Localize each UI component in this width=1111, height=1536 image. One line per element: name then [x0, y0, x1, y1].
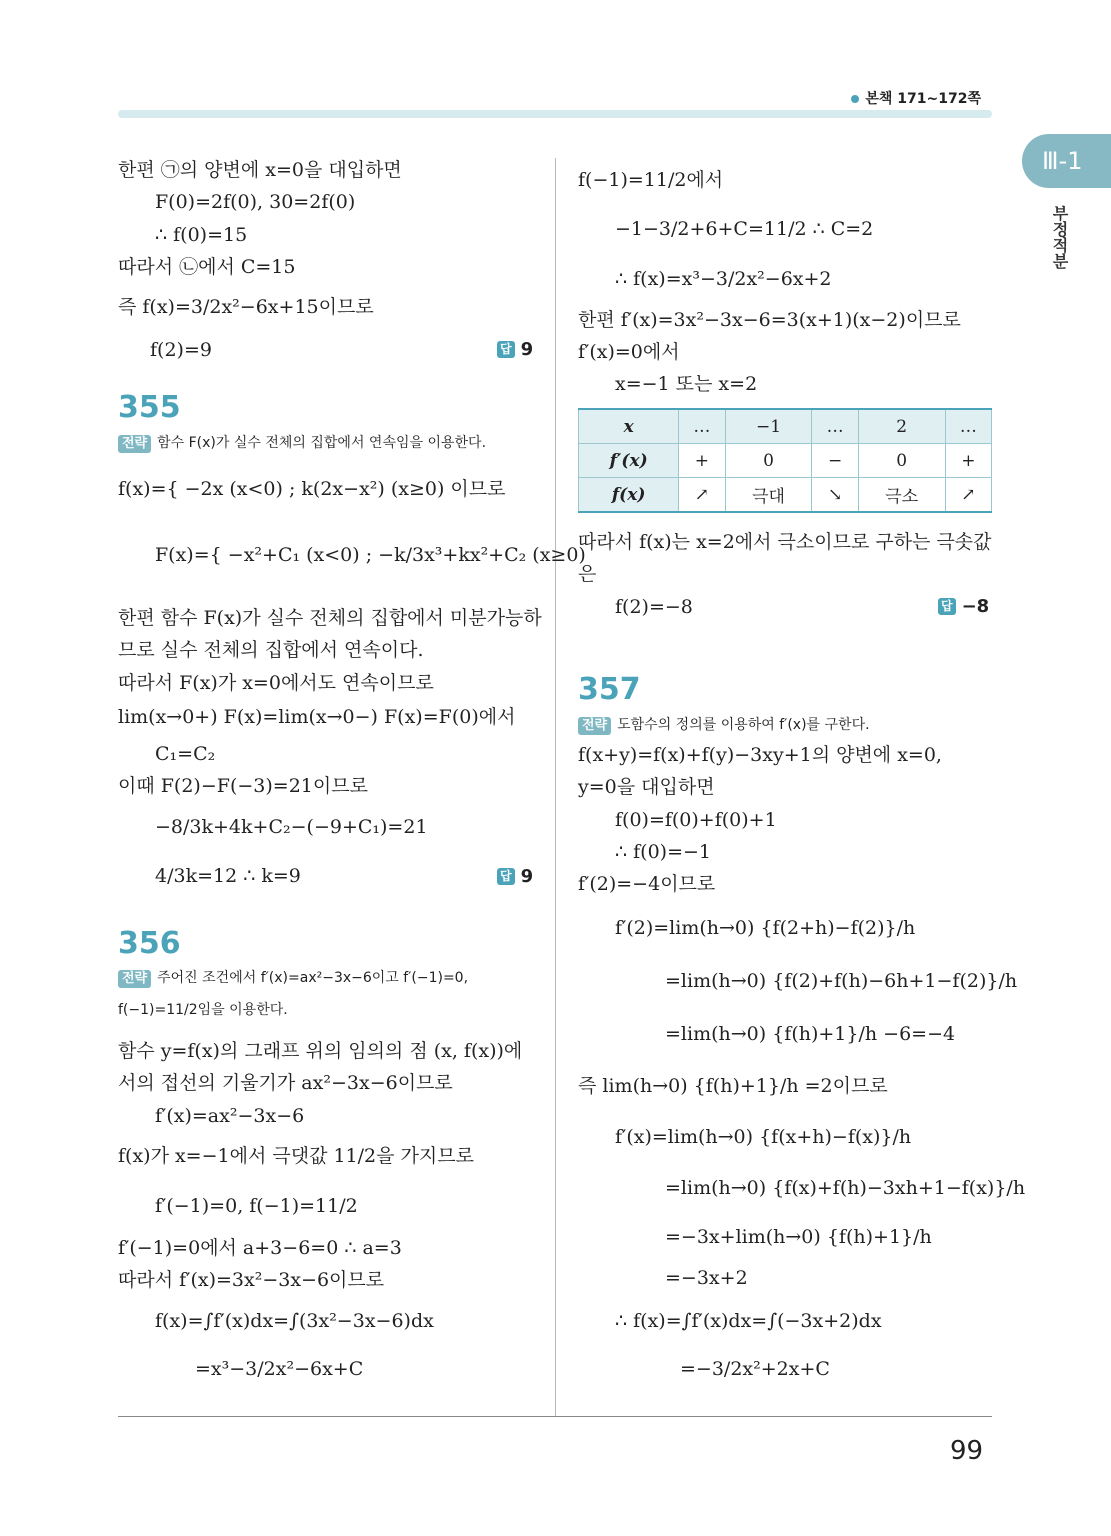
table-cell: +: [679, 444, 725, 478]
text-line: 한편 f′(x)=3x²−3x−6=3(x+1)(x−2)이므로: [578, 309, 961, 331]
answer-box: 답 9: [497, 866, 533, 887]
math-line: −8/3k+4k+C₂−(−9+C₁)=21: [155, 816, 428, 838]
math-line: F(0)=2f(0), 30=2f(0): [155, 191, 356, 213]
math-line: C₁=C₂: [155, 743, 216, 765]
table-cell: …: [679, 409, 725, 444]
math-line: ∴ f(x)=∫f′(x)dx=∫(−3x+2)dx: [615, 1310, 882, 1332]
math-line: ∴ f(0)=−1: [615, 841, 712, 863]
table-cell: …: [945, 409, 991, 444]
math-line: f′(−1)=0에서 a+3−6=0 ∴ a=3: [118, 1237, 402, 1259]
strategy-line: 전략 주어진 조건에서 f′(x)=ax²−3x−6이고 f′(−1)=0,: [118, 967, 468, 988]
math-line: f(x+y)=f(x)+f(y)−3xy+1의 양변에 x=0,: [578, 744, 942, 766]
text-line: 서의 접선의 기울기가 ax²−3x−6이므로: [118, 1072, 453, 1094]
math-line: =lim(h→0) {f(x)+f(h)−3xh+1−f(x)}/h: [665, 1177, 1026, 1199]
math-line: =lim(h→0) {f(h)+1}/h −6=−4: [665, 1023, 956, 1045]
table-cell: −: [812, 444, 858, 478]
table-cell: 0: [858, 444, 945, 478]
math-line: =−3x+lim(h→0) {f(h)+1}/h: [665, 1226, 932, 1248]
table-row: [579, 409, 992, 444]
table-cell: 2: [858, 409, 945, 444]
column-divider: [555, 158, 556, 1416]
table-row: [579, 478, 992, 513]
table-cell: x: [579, 409, 679, 444]
math-line: 즉 lim(h→0) {f(h)+1}/h =2이므로: [578, 1075, 888, 1097]
math-line: ∴ f(0)=15: [155, 224, 248, 246]
text-line: 은: [578, 563, 597, 585]
book-reference: 본책 171~172쪽: [851, 88, 981, 108]
text-line: 이때 F(2)−F(−3)=21이므로: [118, 775, 368, 797]
text-line: 따라서 F(x)가 x=0에서도 연속이므로: [118, 672, 434, 694]
text-line: 한편 ㉠의 양변에 x=0을 대입하면: [118, 159, 402, 181]
table-row: [579, 444, 992, 478]
math-line: =lim(h→0) {f(2)+f(h)−6h+1−f(2)}/h: [665, 970, 1018, 992]
page-number: 99: [950, 1436, 984, 1466]
math-line: f′(x)=ax²−3x−6: [155, 1105, 305, 1127]
bullet-icon: [851, 95, 859, 103]
text-line: 므로 실수 전체의 집합에서 연속이다.: [118, 639, 424, 661]
section-title: 부정적분: [1050, 205, 1069, 269]
table-cell: +: [945, 444, 991, 478]
math-line: f(2)=9: [150, 339, 212, 361]
chapter-tab: Ⅲ-1: [1022, 134, 1111, 188]
math-line: x=−1 또는 x=2: [615, 373, 758, 395]
problem-number: 355: [118, 390, 181, 425]
table-cell: f′(x): [579, 444, 679, 478]
table-cell: ↗: [679, 478, 725, 513]
table-cell: 극소: [858, 478, 945, 513]
text-line: f′(x)=0에서: [578, 341, 680, 363]
problem-number: 357: [578, 672, 641, 707]
math-line: 4/3k=12 ∴ k=9: [155, 865, 301, 887]
math-line: 즉 f(x)=3/2x²−6x+15이므로: [118, 296, 374, 318]
strategy-line: 전략 도함수의 정의를 이용하여 f′(x)를 구한다.: [578, 714, 870, 735]
text-line: 따라서 f(x)는 x=2에서 극소이므로 구하는 극솟값: [578, 531, 992, 553]
table-cell: …: [812, 409, 858, 444]
table-cell: −1: [725, 409, 812, 444]
strategy-line: f(−1)=11/2임을 이용한다.: [118, 1002, 288, 1018]
math-line: =−3/2x²+2x+C: [680, 1358, 830, 1380]
top-bar: [118, 110, 992, 118]
math-line: =x³−3/2x²−6x+C: [195, 1358, 364, 1380]
table-cell: ↘: [812, 478, 858, 513]
math-line: f′(2)=−4이므로: [578, 873, 716, 895]
math-line: ∴ f(x)=x³−3/2x²−6x+2: [615, 268, 832, 290]
math-line: f(x)={ −2x (x<0) ; k(2x−x²) (x≥0) 이므로: [118, 478, 506, 500]
table-cell: f(x): [579, 478, 679, 513]
math-line: f′(x)=lim(h→0) {f(x+h)−f(x)}/h: [615, 1126, 912, 1148]
text-line: 따라서 f′(x)=3x²−3x−6이므로: [118, 1269, 385, 1291]
table-cell: 0: [725, 444, 812, 478]
math-line: f(x)=∫f′(x)dx=∫(3x²−3x−6)dx: [155, 1310, 434, 1332]
math-line: f′(−1)=0, f(−1)=11/2: [155, 1195, 358, 1217]
table-cell: 극대: [725, 478, 812, 513]
answer-box: 답 −8: [938, 596, 989, 617]
math-line: −1−3/2+6+C=11/2 ∴ C=2: [615, 218, 874, 240]
math-line: f(−1)=11/2에서: [578, 169, 724, 191]
text-line: f(x)가 x=−1에서 극댓값 11/2을 가지므로: [118, 1145, 474, 1167]
problem-number: 356: [118, 926, 181, 961]
math-line: =−3x+2: [665, 1267, 748, 1289]
text-line: 함수 y=f(x)의 그래프 위의 임의의 점 (x, f(x))에: [118, 1040, 523, 1062]
text-line: 한편 함수 F(x)가 실수 전체의 집합에서 미분가능하: [118, 607, 542, 629]
math-line: lim(x→0+) F(x)=lim(x→0−) F(x)=F(0)에서: [118, 706, 516, 728]
math-line: f(2)=−8: [615, 596, 693, 618]
text-line: y=0을 대입하면: [578, 776, 715, 798]
strategy-line: 전략 함수 F(x)가 실수 전체의 집합에서 연속임을 이용한다.: [118, 432, 486, 453]
answer-box: 답 9: [497, 339, 533, 360]
math-line: F(x)={ −x²+C₁ (x<0) ; −k/3x³+kx²+C₂ (x≥0): [155, 544, 586, 566]
math-line: f(0)=f(0)+f(0)+1: [615, 809, 777, 831]
sign-table: [578, 408, 992, 513]
math-line: f′(2)=lim(h→0) {f(2+h)−f(2)}/h: [615, 917, 916, 939]
table-cell: ↗: [945, 478, 991, 513]
text-line: 따라서 ㉡에서 C=15: [118, 256, 296, 278]
footer-rule: [118, 1416, 992, 1417]
